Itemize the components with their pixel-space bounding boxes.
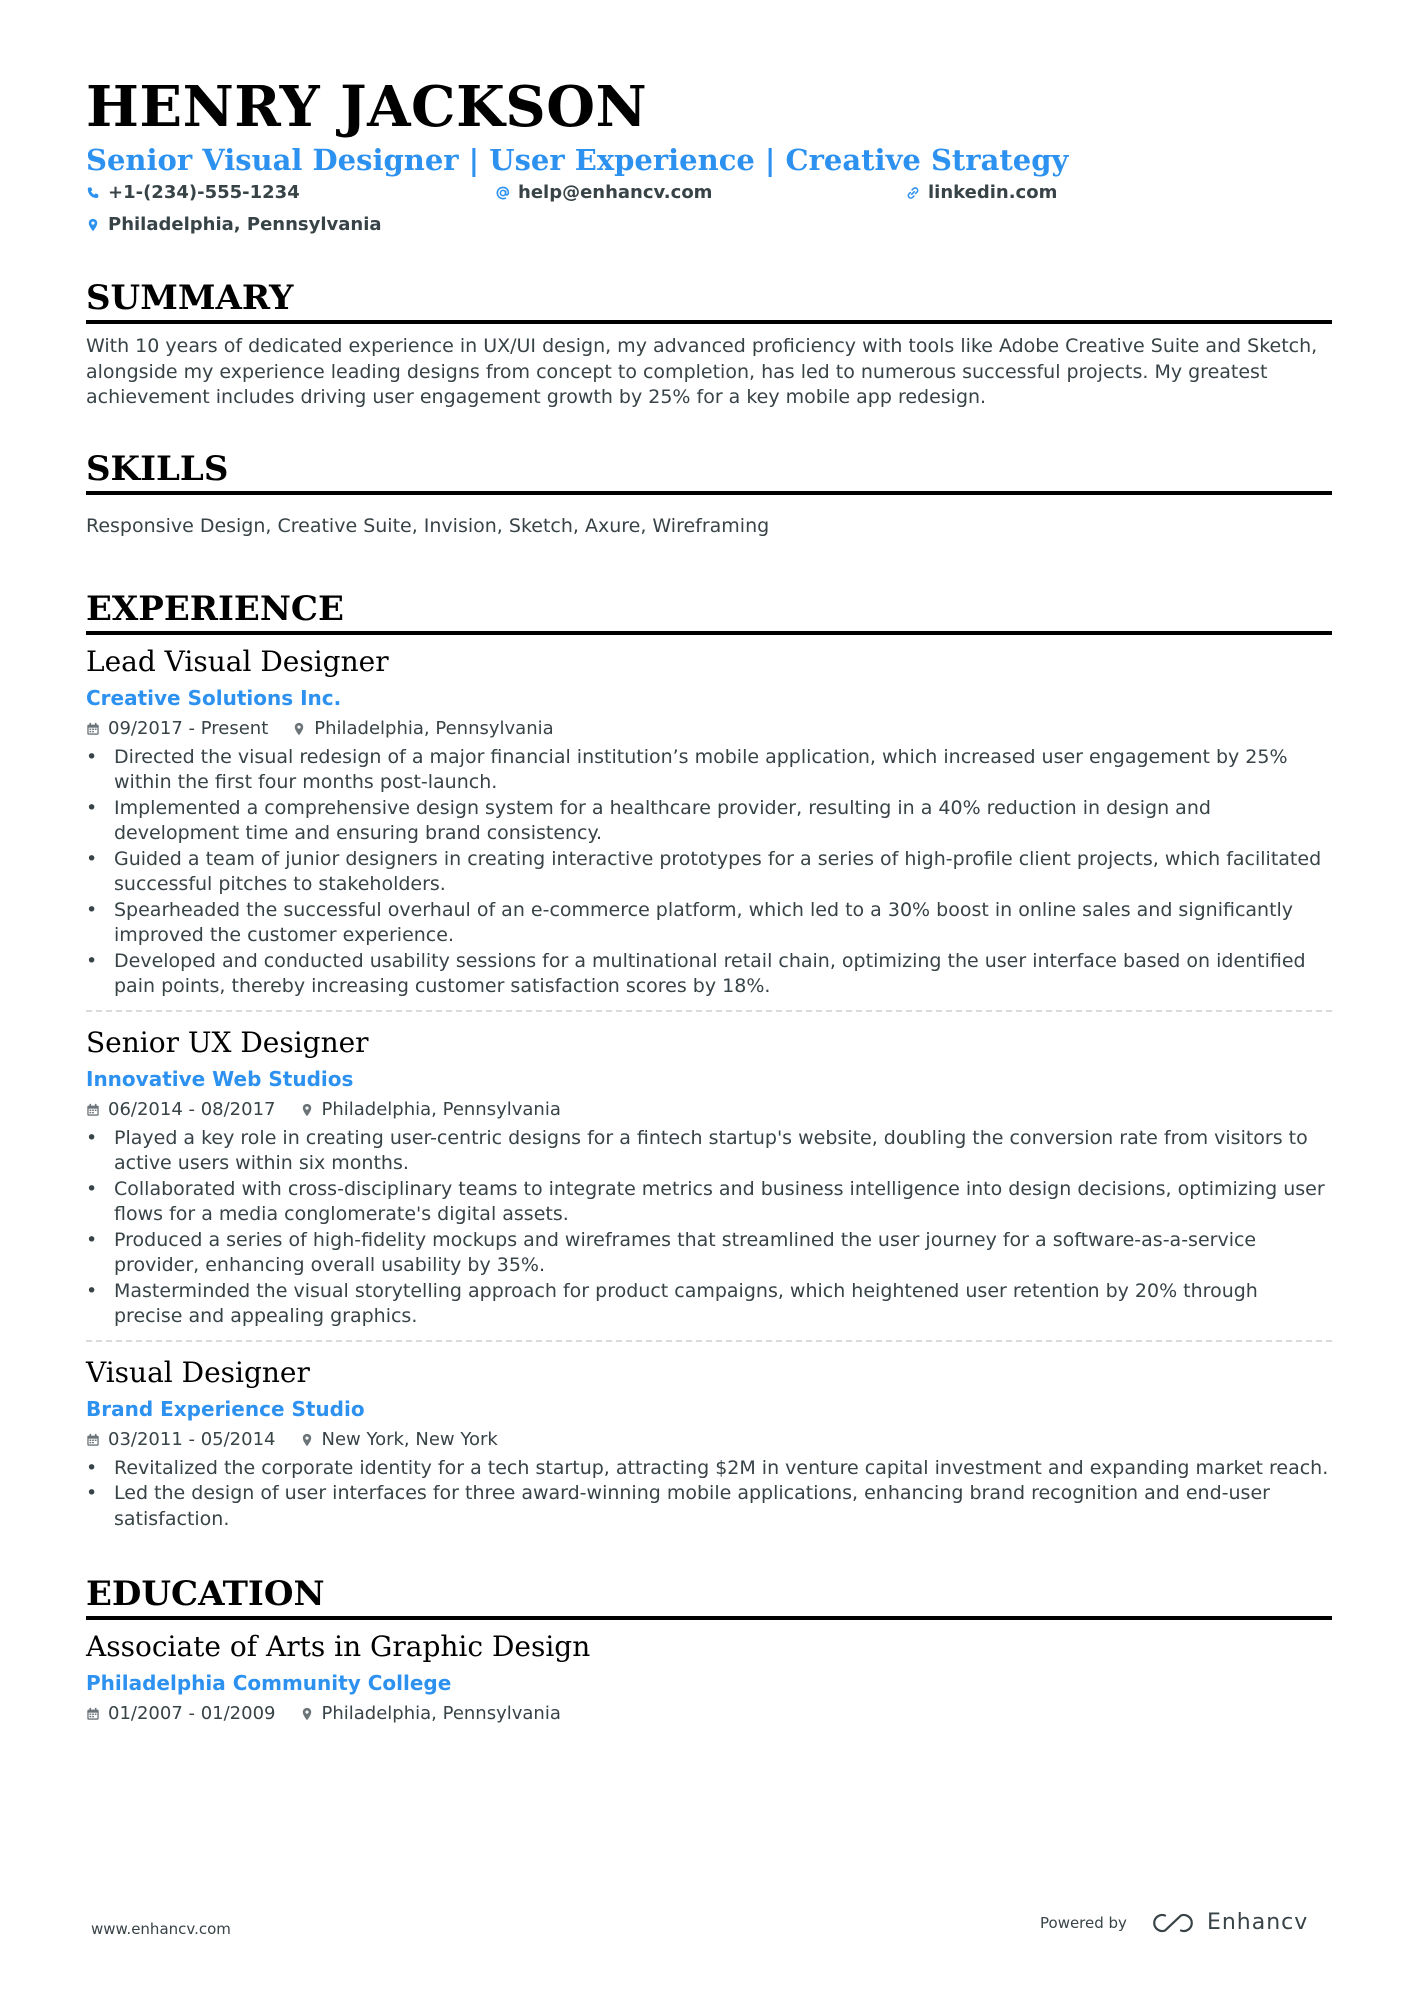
job-meta	[86, 1428, 1332, 1452]
calendar-icon	[86, 1103, 100, 1117]
company-name: Brand Experience Studio	[86, 1396, 365, 1421]
education-section	[86, 1574, 1332, 1726]
summary-section	[86, 278, 1332, 411]
education-dates	[86, 1702, 276, 1726]
contact-phone[interactable]	[86, 182, 300, 203]
achievement-item: • Led the design of user interfaces for three award-winning mobile applications, enhancing brand recognition and end-user satisfaction.	[86, 1481, 1332, 1532]
job-location	[300, 1428, 498, 1452]
education-title: EDUCATION	[86, 1574, 1332, 1620]
map-pin-icon	[86, 218, 100, 232]
job-location	[300, 1098, 561, 1122]
enhancv-logo[interactable]	[1151, 1910, 1308, 1935]
footer-branding	[1040, 1910, 1308, 1935]
experience-entry	[86, 635, 1332, 1000]
email-text: help@enhancv.com	[518, 182, 713, 203]
link-text: linkedin.com	[928, 182, 1058, 203]
achievement-item: • Spearheaded the successful overhaul of an e-commerce platform, which led to a 30% boost in online sales and significantly improved the customer experience.	[86, 898, 1332, 949]
experience-entry	[86, 1340, 1332, 1533]
achievement-list	[86, 1456, 1332, 1533]
candidate-name: HENRY JACKSON	[86, 74, 648, 140]
education-location	[300, 1702, 561, 1726]
contact-info	[86, 180, 1332, 244]
achievement-item: • Developed and conducted usability sessions for a multinational retail chain, optimizing the user interface based on identified pain points, thereby increasing customer satisfaction scores by 18%.	[86, 949, 1332, 1000]
dates-text: 01/2007 - 01/2009	[108, 1703, 276, 1724]
map-pin-icon	[300, 1433, 314, 1447]
link-icon	[906, 186, 920, 200]
map-pin-icon	[300, 1707, 314, 1721]
skills-title: SKILLS	[86, 449, 1332, 495]
calendar-icon	[86, 722, 100, 736]
job-meta	[86, 1098, 1332, 1122]
contact-location	[86, 214, 382, 235]
achievement-item: • Produced a series of high-fidelity mockups and wireframes that streamlined the user journey for a software-as-a-service provider, enhancing overall usability by 35%.	[86, 1228, 1332, 1279]
summary-text: With 10 years of dedicated experience in UX/UI design, my advanced proficiency with tools like Adobe Creative Suite and Sketch, alongside my experience leading designs from concept to completion, has led to numerous successful projects. My greatest achievement includes driving user engagement growth by 25% for a key mobile app redesign.	[86, 335, 1318, 408]
experience-section	[86, 589, 1332, 1533]
job-role: Visual Designer	[86, 1355, 310, 1389]
degree: Associate of Arts in Graphic Design	[86, 1630, 591, 1663]
achievement-item: • Revitalized the corporate identity for a tech startup, attracting $2M in venture capital investment and expanding market reach.	[86, 1456, 1332, 1482]
achievement-list	[86, 745, 1332, 1000]
phone-icon	[86, 186, 100, 200]
map-pin-icon	[292, 722, 306, 736]
brand-name: Enhancv	[1206, 1910, 1309, 1935]
job-meta	[86, 717, 1332, 741]
company-name: Creative Solutions Inc.	[86, 685, 342, 710]
location-text: Philadelphia, Pennsylvania	[314, 717, 554, 739]
achievement-item: • Masterminded the visual storytelling approach for product campaigns, which heightened user retention by 20% through precise and appealing graphics.	[86, 1279, 1332, 1330]
calendar-icon	[86, 1433, 100, 1447]
at-icon	[496, 186, 510, 200]
job-dates	[86, 1098, 276, 1122]
experience-entry	[86, 1010, 1332, 1330]
achievement-item: • Played a key role in creating user-centric designs for a fintech startup's website, doubling the conversion rate from visitors to active users within six months.	[86, 1126, 1332, 1177]
location-text: New York, New York	[321, 1428, 498, 1450]
experience-title: EXPERIENCE	[86, 589, 1332, 635]
footer-website[interactable]: www.enhancv.com	[91, 1920, 231, 1938]
school-name: Philadelphia Community College	[86, 1671, 452, 1695]
company-name: Innovative Web Studios	[86, 1066, 354, 1091]
calendar-icon	[86, 1707, 100, 1721]
achievement-item: • Implemented a comprehensive design system for a healthcare provider, resulting in a 40% reduction in design and development time and ensuring brand consistency.	[86, 796, 1332, 847]
education-meta	[86, 1702, 1332, 1726]
location-text: Philadelphia, Pennsylvania	[321, 1703, 561, 1724]
headline: Senior Visual Designer | User Experience | Creative Strategy	[86, 143, 1069, 177]
enhancv-logo-icon	[1151, 1911, 1197, 1935]
dates-text: 03/2011 - 05/2014	[108, 1428, 276, 1450]
job-role: Lead Visual Designer	[86, 644, 389, 678]
map-pin-icon	[300, 1103, 314, 1117]
education-entry	[86, 1620, 1332, 1726]
achievement-item: • Directed the visual redesign of a major financial institution’s mobile application, which increased user engagement by 25% within the first four months post-launch.	[86, 745, 1332, 796]
location-text: Philadelphia, Pennsylvania	[321, 1098, 561, 1120]
job-location	[292, 717, 553, 741]
phone-text: +1-(234)-555-1234	[108, 182, 300, 203]
resume-page	[86, 76, 1332, 1726]
contact-link[interactable]	[906, 182, 1057, 203]
location-text: Philadelphia, Pennsylvania	[108, 214, 382, 235]
powered-by-label: Powered by	[1040, 1913, 1127, 1932]
job-dates	[86, 1428, 276, 1452]
contact-email[interactable]	[496, 182, 712, 203]
job-dates	[86, 717, 268, 741]
summary-title: SUMMARY	[86, 278, 1332, 324]
skills-section	[86, 449, 1332, 539]
skills-text: Responsive Design, Creative Suite, Invision, Sketch, Axure, Wireframing	[86, 514, 770, 537]
dates-text: 06/2014 - 08/2017	[108, 1098, 276, 1120]
achievement-item: • Guided a team of junior designers in creating interactive prototypes for a series of high-profile client projects, which facilitated successful pitches to stakeholders.	[86, 847, 1332, 898]
achievement-item: • Collaborated with cross-disciplinary teams to integrate metrics and business intelligence into design decisions, optimizing user flows for a media conglomerate's digital assets.	[86, 1177, 1332, 1228]
job-role: Senior UX Designer	[86, 1025, 369, 1059]
dates-text: 09/2017 - Present	[108, 717, 269, 739]
achievement-list	[86, 1126, 1332, 1330]
